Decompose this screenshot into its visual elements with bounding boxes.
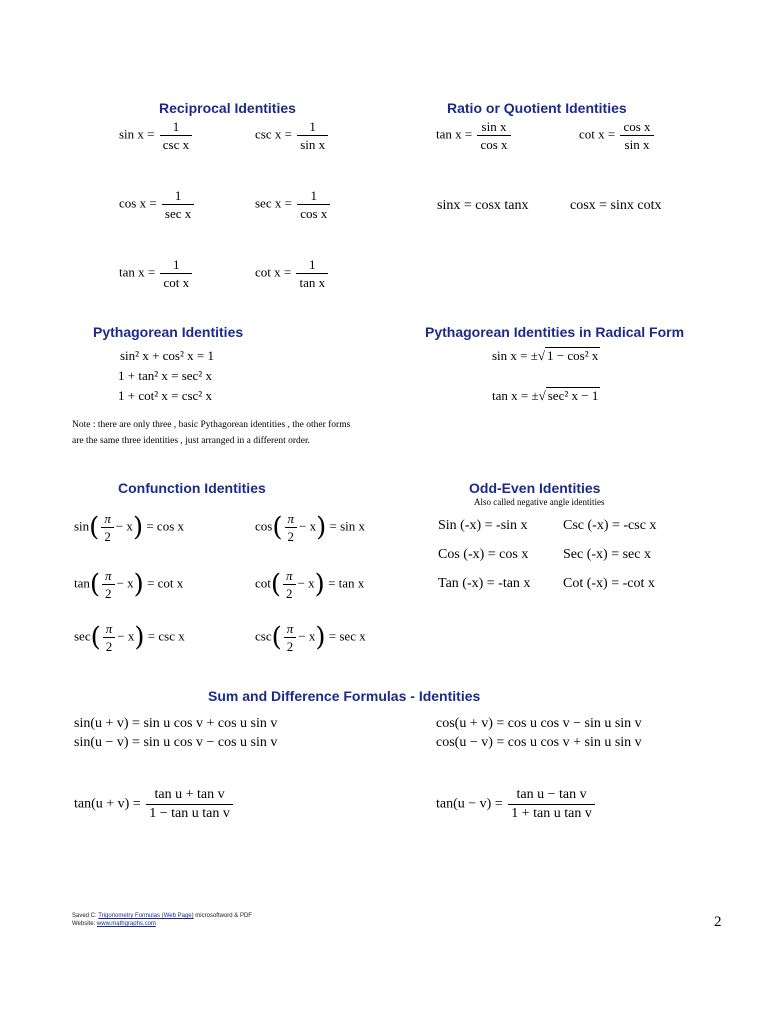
reciprocal-csc: csc x = $\frac{1}{\text{sin x}}$ (255, 120, 330, 151)
pythagorean-1: sin² x + cos² x = 1 (120, 348, 214, 363)
reciprocal-cos: cos x = $\frac{1}{\text{sec x}}$ (119, 189, 196, 220)
odd-even-sec: Sec (-x) = sec x (563, 547, 651, 562)
reciprocal-heading: Reciprocal Identities (159, 100, 296, 116)
reciprocal-cot: cot x = $\frac{1}{\text{tan x}}$ (255, 258, 330, 289)
cofunction-sin: sin( $\frac{\pi}{2}$ − x) = cos x (74, 511, 185, 544)
reciprocal-sin: sin x = $\frac{1}{\text{csc x}}$ (119, 120, 194, 151)
ratio-product-cos: cosx = sinx cotx (570, 198, 662, 213)
ratio-product-sin: sinx = cosx tanx (437, 198, 529, 213)
radical-sin: sin x = ±√ 1 − cos² x (492, 348, 599, 363)
note-line-2: are the same three identities , just arranged in a different order. (72, 436, 311, 446)
pythagorean-3: 1 + cot² x = csc² x (118, 388, 212, 403)
cofunction-cos: cos( $\frac{\pi}{2}$ − x) = sin x (255, 511, 366, 544)
page-number: 2 (714, 914, 722, 930)
cofunction-cot: cot( $\frac{\pi}{2}$ − x) = tan x (255, 568, 365, 601)
odd-even-subtitle: Also called negative angle identities (474, 497, 605, 507)
odd-even-csc: Csc (-x) = -csc x (563, 518, 657, 533)
odd-even-tan: Tan (-x) = -tan x (438, 576, 531, 591)
reciprocal-tan: tan x = $\frac{1}{\text{cot x}}$ (119, 258, 194, 289)
sum-diff-heading: Sum and Difference Formulas - Identities (208, 688, 481, 704)
odd-even-heading: Odd-Even Identities (469, 480, 601, 496)
tan-diff-formula: tan(u − v) = $\frac{\text{tan u − tan v}}{\text{1 + tan u tan v}}$ (436, 788, 597, 821)
odd-even-sin: Sin (-x) = -sin x (438, 518, 528, 533)
footer-source-link[interactable]: Trigonometry Formulas (Web Page) (98, 913, 194, 919)
ratio-cot: cot x = $\frac{\text{cos x}}{\text{sin x}}$ (579, 120, 656, 151)
cofunction-csc: csc( $\frac{\pi}{2}$ − x) = sec x (255, 621, 366, 654)
cofunction-heading: Confunction Identities (118, 480, 266, 496)
pythagorean-2: 1 + tan² x = sec² x (118, 368, 212, 383)
reciprocal-sec: sec x = $\frac{1}{\text{cos x}}$ (255, 189, 332, 220)
ratio-tan: tan x = $\frac{\text{sin x}}{\text{cos x}}$ (436, 120, 513, 151)
tan-sum-formula: tan(u + v) = $\frac{\text{tan u + tan v}}{\text{1 − tan u tan v}}$ (74, 788, 235, 821)
odd-even-cos: Cos (-x) = cos x (438, 547, 529, 562)
note-line-1: Note : there are only three , basic Pythagorean identities , the other forms (72, 420, 351, 430)
cofunction-sec: sec( $\frac{\pi}{2}$ − x) = csc x (74, 621, 185, 654)
cos-diff-formula: cos(u − v) = cos u cos v + sin u sin v (436, 735, 642, 750)
footer-source: Saved C: Trigonometry Formulas (Web Page) microsoftword & PDF (72, 913, 252, 919)
footer-website-link[interactable]: www.mathgraphs.com (96, 921, 156, 927)
cos-sum-formula: cos(u + v) = cos u cos v − sin u sin v (436, 716, 642, 731)
pyth-radical-heading: Pythagorean Identities in Radical Form (425, 324, 685, 340)
cofunction-tan: tan( $\frac{\pi}{2}$ − x) = cot x (74, 568, 184, 601)
odd-even-cot: Cot (-x) = -cot x (563, 576, 655, 591)
radical-tan: tan x = ±√ sec² x − 1 (492, 388, 599, 403)
pythagorean-heading: Pythagorean Identities (93, 324, 244, 340)
footer-website: Website: www.mathgraphs.com (72, 921, 156, 927)
sin-diff-formula: sin(u − v) = sin u cos v − cos u sin v (74, 735, 278, 750)
sin-sum-formula: sin(u + v) = sin u cos v + cos u sin v (74, 716, 278, 731)
ratio-heading: Ratio or Quotient Identities (447, 100, 627, 116)
